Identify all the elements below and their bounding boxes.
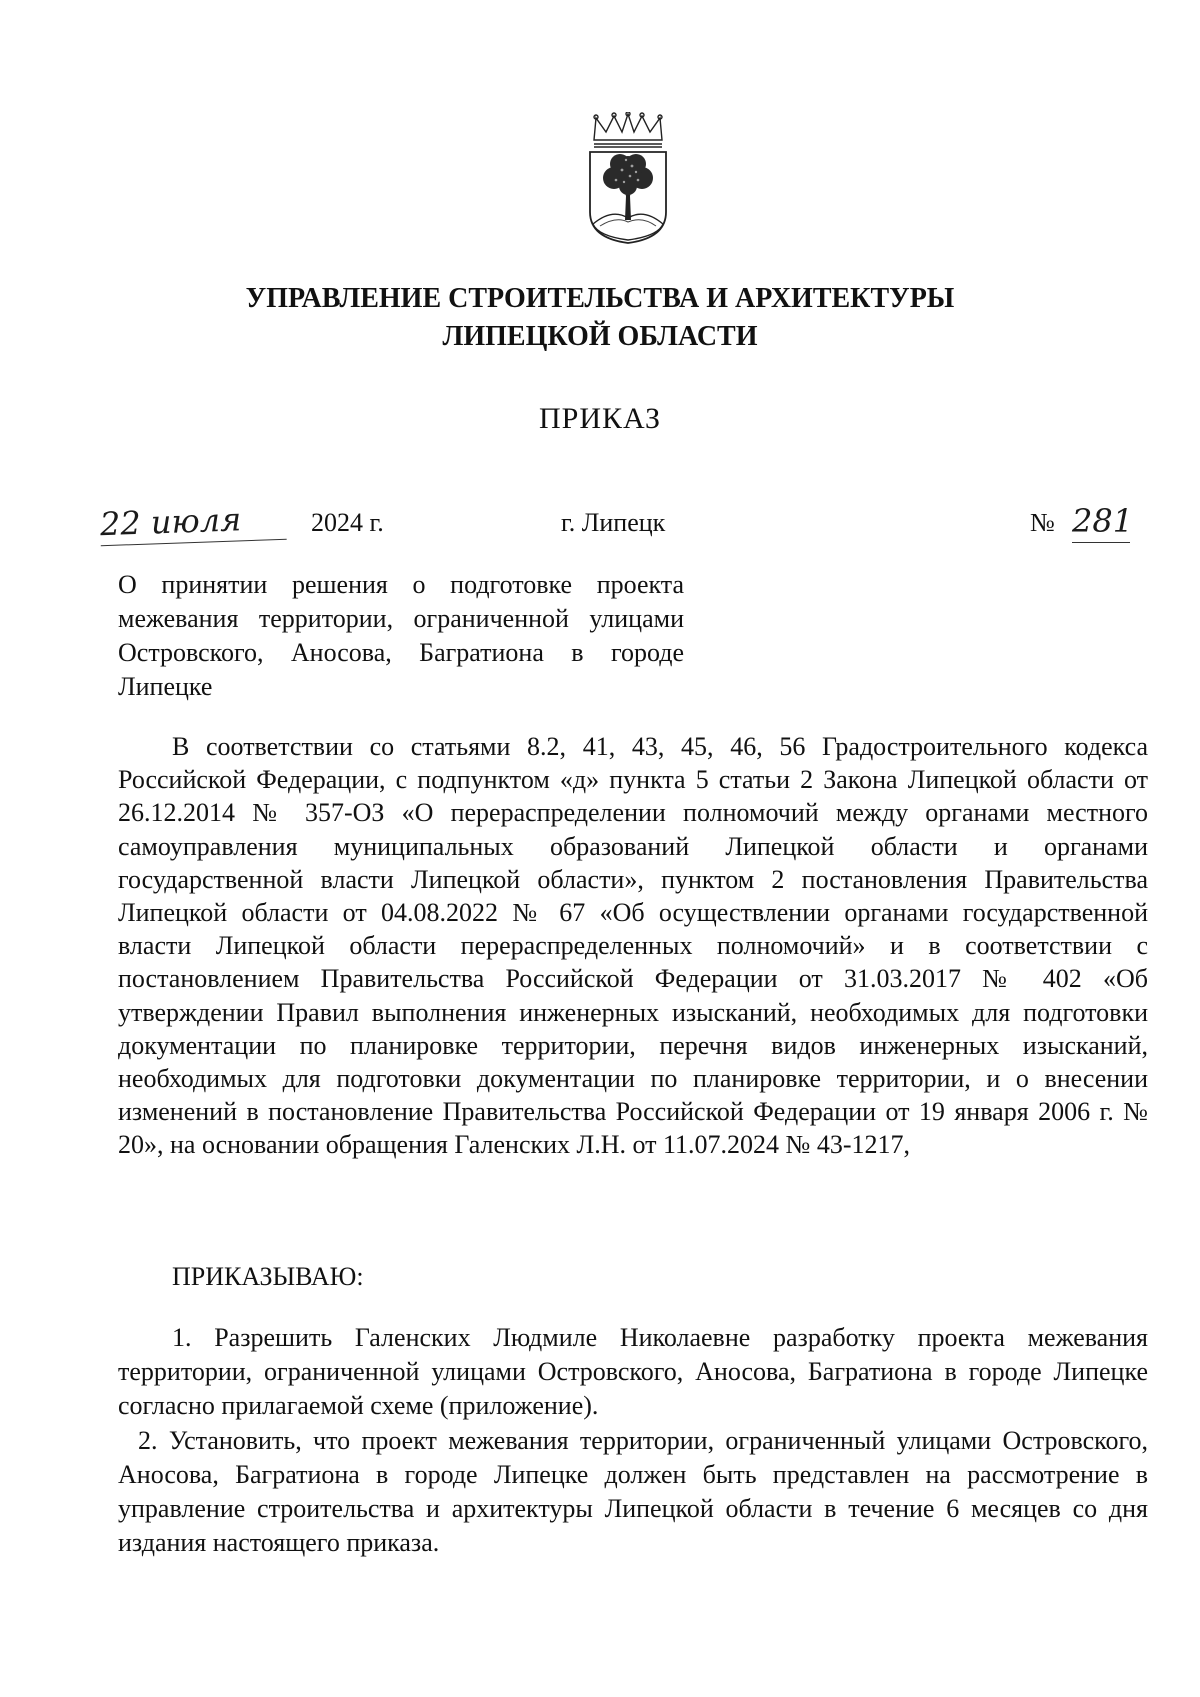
number-sign: № [1030, 508, 1055, 537]
dateline [0, 500, 1200, 550]
coat-of-arms-icon [586, 112, 670, 244]
city: г. Липецк [561, 508, 666, 537]
organization-name [0, 280, 1200, 356]
handwritten-number: 281 [1072, 500, 1130, 543]
order-item-2: 2. Установить, что проект межевания территории, ограниченный улицами Островского, Аносова, Багратиона в городе Липецке должен быть представлен на рассмотрение в управление строительства и архитектуры Липецкой области в течение 6 месяцев со дня издания настоящего приказа. [118, 1426, 1148, 1557]
order-item-1: 1. Разрешить Галенских Людмиле Николаевне разработку проекта межевания территории, ограниченной улицами Островского, Аносова, Багратиона в городе Липецке согласно прилагаемой схеме (приложение). [118, 1323, 1148, 1420]
handwritten-date: 22 июля [99, 497, 286, 546]
org-line-1: УПРАВЛЕНИЕ СТРОИТЕЛЬСТВА И АРХИТЕКТУРЫ [245, 283, 955, 314]
date-year: 2024 г. [311, 508, 384, 537]
document-type: ПРИКАЗ [539, 402, 661, 435]
decree-heading: ПРИКАЗЫВАЮ: [172, 1262, 364, 1291]
org-line-2: ЛИПЕЦКОЙ ОБЛАСТИ [442, 321, 758, 352]
document-subject: О принятии решения о подготовке проекта межевания территории, ограниченной улицами Островского, Аносова, Багратиона в городе Липецке [118, 570, 684, 701]
preamble-paragraph: В соответствии со статьями 8.2, 41, 43, 45, 46, 56 Градостроительного кодекса Российской Федерации, с подпунктом «д» пункта 5 статьи 2 Закона Липецкой области от 26.12.2014 № 357-ОЗ «О перераспределении полномочий между органами местного самоуправления муниципальных образований Липецкой области и органами государственной власти Липецкой области», пунктом 2 постановления Правительства Липецкой области от 04.08.2022 № 67 «Об осуществлении органами государственной власти Липецкой области перераспределенных полномочий» и в соответствии с постановлением Правительства Российской Федерации от 31.03.2017 № 402 «Об утверждении Правил выполнения инженерных изысканий, необходимых для подготовки документации по планировке территории, перечня видов инженерных изысканий, необходимых для подготовки документации по планировке территории, и о внесении изменений в постановление Правительства Российской Федерации от 19 января 2006 г. № 20», на основании обращения Галенских Л.Н. от 11.07.2024 № 43-1217, [118, 732, 1148, 1160]
